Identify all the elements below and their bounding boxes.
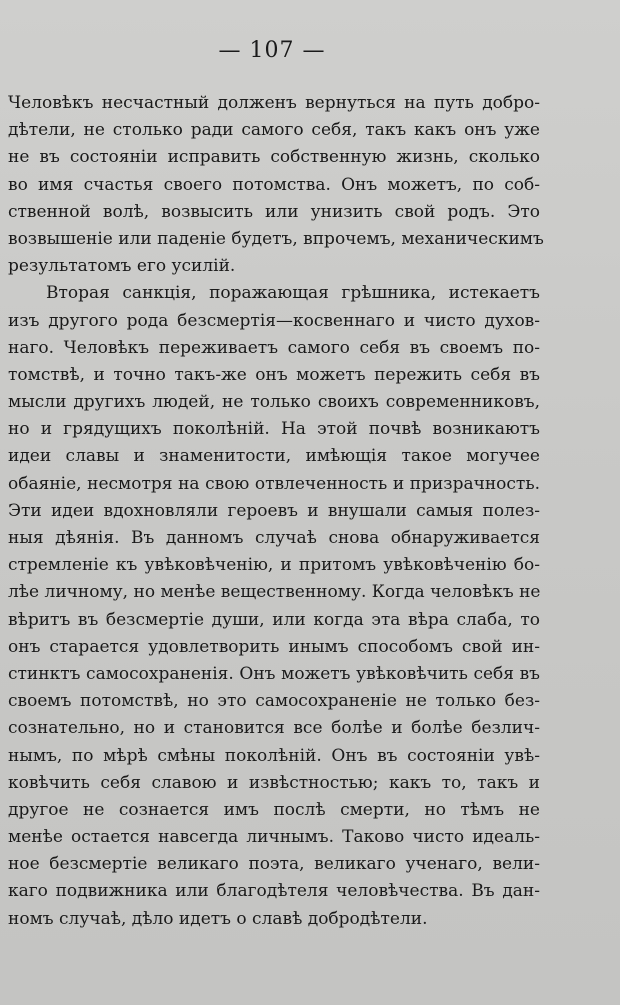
text-line: возвышеніе или паденіе будетъ, впрочемъ, механическимъ bbox=[8, 228, 544, 249]
text-line: ныя дѣянія. Въ данномъ случаѣ снова обнаруживается bbox=[8, 528, 540, 548]
text-line: своемъ потомствѣ, но это самосохраненіе не только без- bbox=[8, 691, 540, 712]
text-line: Эти идеи вдохновляли героевъ и внушали самыя полез- bbox=[8, 500, 540, 521]
text-line: менѣе остается навсегда личнымъ. Таково чисто идеаль- bbox=[8, 827, 540, 848]
text-line: ковѣчить себя славою и извѣстностью; какъ то, такъ и bbox=[8, 772, 540, 793]
text-line: томствѣ, и точно такъ-же онъ можетъ пережить себя въ bbox=[8, 364, 540, 385]
text-line: но и грядущихъ поколѣній. На этой почвѣ возникаютъ bbox=[8, 419, 540, 440]
text-line: идеи славы и знаменитости, имѣющія такое могучее bbox=[8, 446, 540, 467]
text-line: каго подвижника или благодѣтеля человѣчества. Въ дан- bbox=[8, 881, 540, 902]
text-line: стремленіе къ увѣковѣченію, и притомъ увѣковѣченію бо- bbox=[8, 555, 540, 576]
text-line: изъ другого рода безсмертія—косвеннаго и чисто духов- bbox=[8, 310, 540, 331]
text-line: во имя счастья своего потомства. Онъ можетъ, по соб- bbox=[8, 174, 540, 195]
text-line: наго. Человѣкъ переживаетъ самого себя въ своемъ по- bbox=[8, 337, 540, 358]
text-line: Человѣкъ несчастный долженъ вернуться на путь добро- bbox=[8, 93, 540, 113]
text-line: не въ состояніи исправить собственную жизнь, сколько bbox=[8, 147, 540, 168]
text-line: сознательно, но и становится все болѣе и болѣе безлич- bbox=[8, 718, 540, 739]
page-number: — 107 — bbox=[218, 38, 326, 63]
paragraph bbox=[8, 280, 540, 933]
text-line: ственной волѣ, возвысить или унизить свой родъ. Это bbox=[8, 201, 540, 222]
paragraph bbox=[8, 90, 544, 280]
text-line: мысли другихъ людей, не только своихъ современниковъ, bbox=[8, 392, 540, 413]
text-line: ное безсмертіе великаго поэта, великаго ученаго, вели- bbox=[8, 854, 540, 875]
text-line: стинктъ самосохраненія. Онъ можетъ увѣковѣчить себя въ bbox=[8, 663, 540, 684]
text-line: номъ случаѣ, дѣло идетъ о славѣ добродѣтели. bbox=[8, 908, 428, 929]
text-line: обаяніе, несмотря на свою отвлеченность и призрачность. bbox=[8, 473, 540, 494]
body-text bbox=[8, 90, 544, 933]
text-line: лѣе личному, но менѣе вещественному. Когда человѣкъ не bbox=[8, 582, 541, 603]
text-line: вѣритъ въ безсмертіе души, или когда эта вѣра слаба, то bbox=[8, 609, 540, 630]
text-line: Вторая санкція, поражающая грѣшника, истекаетъ bbox=[46, 283, 540, 304]
text-line: дѣтели, не столько ради самого себя, такъ какъ онъ уже bbox=[8, 120, 540, 141]
text-line: онъ старается удовлетворить инымъ способомъ свой ин- bbox=[8, 636, 540, 657]
text-line: другое не сознается имъ послѣ смерти, но тѣмъ не bbox=[8, 799, 540, 820]
text-line: нымъ, по мѣрѣ смѣны поколѣній. Онъ въ состояніи увѣ- bbox=[8, 745, 540, 766]
text-line: результатомъ его усилій. bbox=[8, 256, 236, 277]
